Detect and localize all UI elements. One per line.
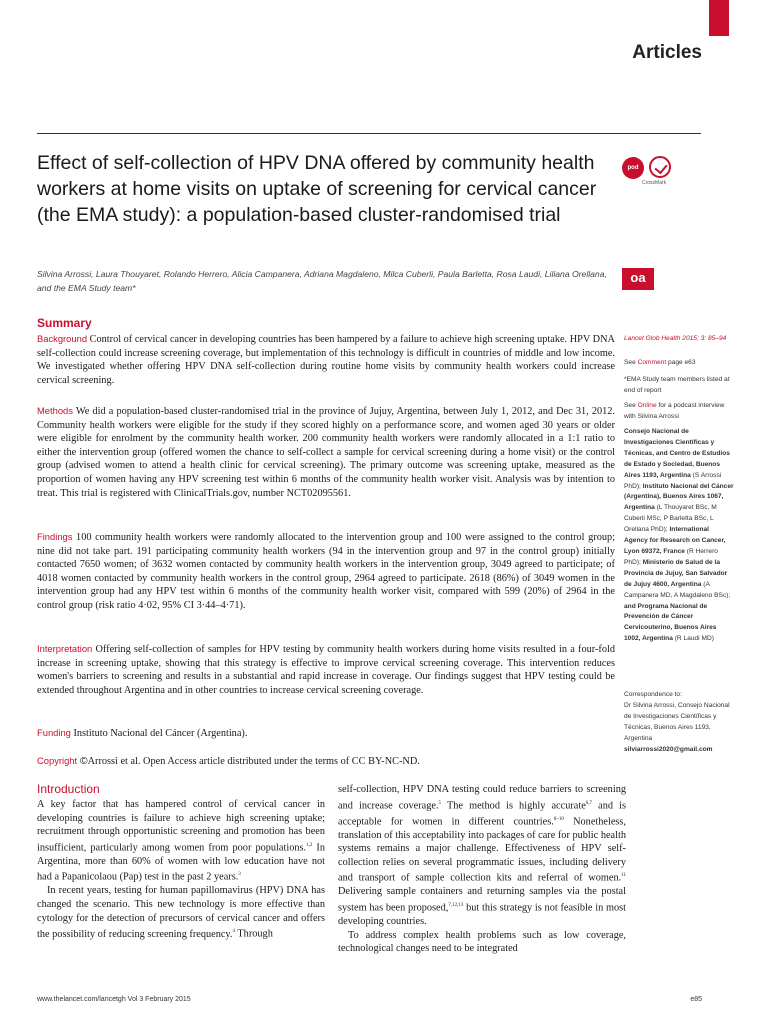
abstract-background xyxy=(37,332,615,387)
copyright-text: Arrossi et al. Open Access article distributed under the terms of CC BY-NC-ND. xyxy=(87,756,420,767)
methods-text: We did a population-based cluster-randomised trial in the province of Jujuy, Argentina, between July 1, 2012, and Dec 31, 2012. Community health workers were eligible for the study if they scored highly on a performance score, and women aged 30 years or older were eligible for enrolment by the community health worker. 200 community health workers were randomly allocated in a 1:1 ratio to either the intervention group (offered women the chance to self-collect a sample for cervical screening during a home visit) or the control group (advised women to attend a health clinic for cervical screening). The primary outcome was screening uptake, measured as the proportion of women having any HPV screening test within 6 months of the community health worker visit. Analysis was by intention to treat. This trial is registered with ClinicalTrials.gov, number NCT02095561. xyxy=(37,406,615,499)
online-link[interactable]: Online xyxy=(637,402,657,409)
correspondence-address: Dr Silvina Arrossi, Consejo Nacional de Investigaciones Científicas y Técnicas, Buenos Aires 1193, Argentina xyxy=(624,701,730,742)
intro-text: In Argentina, more than 60% of women with low education have not had a Papanicolaou (Pap) test in the past 2 years. xyxy=(37,842,325,883)
header-rule xyxy=(37,133,701,134)
findings-text: 100 community health workers were randomly allocated to the intervention group and 100 were assigned to the control group; nine did not take part. 191 participating community health workers (94 in the intervention group and 97 in the control group) initially contacted 7650 women; of 3632 women contacted by community health workers in the intervention group, 3049 agreed to participate; of 4018 women contacted by community health workers in the control group, 2964 agreed to participate. 2618 (86%) of 3049 women in the intervention group had any HPV test within 6 months of the community health worker visit, compared with 599 (20%) of 2964 in the control group (risk ratio 4·02, 95% CI 3·44–4·71). xyxy=(37,532,615,611)
funding-label: Funding xyxy=(37,727,71,738)
intro-text: and is acceptable for women in different countries. xyxy=(338,800,626,828)
sidebar-correspondence xyxy=(624,690,734,755)
podcast-icon[interactable]: pod cast xyxy=(622,157,644,179)
comment-page: page e63 xyxy=(666,359,696,366)
sidebar-citation xyxy=(624,334,734,345)
affiliation-authors: (L Thouyaret BSc, M Cuberli MSc, P Barletta BSc, L Orellana PhD); xyxy=(624,504,717,534)
abstract-copyright xyxy=(37,754,615,769)
intro-text: self-collection, HPV DNA testing could reduce barriers to screening and increase coverage. xyxy=(338,784,626,812)
reference-mark: 4 xyxy=(232,929,235,935)
footer-page-number: e85 xyxy=(690,996,702,1003)
reference-mark: 5 xyxy=(438,800,442,806)
abstract-interpretation xyxy=(37,642,615,697)
intro-column-2 xyxy=(338,783,626,956)
see-prefix-2: See xyxy=(624,402,638,409)
citation-text: Lancet Glob Health 2015; 3: 85–94 xyxy=(624,335,727,342)
affiliation-name: International Agency for Research on Cancer, Lyon 69372, France xyxy=(624,526,726,555)
copyright-label: Copyright xyxy=(37,755,78,766)
author-list: Silvina Arrossi, Laura Thouyaret, Rolando Herrero, Alicia Campanera, Adriana Magdaleno, Milca Cuberli, Paula Barletta, Rosa Laudi, Liliana Orellana, and the EMA Study team* xyxy=(37,269,607,293)
article-title: Effect of self-collection of HPV DNA offered by community health workers at home visits on uptake of screening for cervical cancer (the EMA study): a population-based cluster-randomised trial xyxy=(37,152,597,226)
intro-text: but this strategy is not feasible in most developing countries. xyxy=(338,902,626,928)
intro-text: Nonetheless, translation of this acceptability into packages of care for public health systems remains a major challenge. Effectiveness of HPV self-collection relies on several programmatic issues, including delivery and transport of sample collection kits and referral of women. xyxy=(338,816,627,884)
crossmark-label: CrossMark xyxy=(642,180,667,186)
affiliation-name: Ministerio de Salud de la Provincia de Jujuy, San Salvador de Jujuy 4600, Argentina xyxy=(624,558,728,588)
abstract-methods xyxy=(37,404,615,500)
background-label: Background xyxy=(37,333,88,344)
summary-heading: Summary xyxy=(37,316,92,330)
sidebar-affiliations xyxy=(624,427,734,645)
crossmark-icon[interactable] xyxy=(649,156,671,178)
affiliation-name: and Programa Nacional de Prevención de Cáncer Cervicouterino, Buenos Aires 1002, Argentina xyxy=(624,602,717,643)
funding-text: Instituto Nacional del Cáncer (Argentina). xyxy=(70,728,248,739)
copyright-symbol: © xyxy=(77,756,88,767)
open-access-icon: oa xyxy=(622,268,654,290)
sidebar-comment-note xyxy=(624,358,734,369)
podcast-note-text: for a podcast interview with Silvina Arrossi xyxy=(624,402,725,420)
affiliation-authors: (A Campanera MD, A Magdaleno BSc); xyxy=(624,580,731,599)
introduction-heading: Introduction xyxy=(37,782,100,796)
findings-label: Findings xyxy=(37,531,73,542)
intro-text: Delivering sample containers and returning samples via the postal system has been proposed, xyxy=(338,886,626,914)
reference-mark: 8–10 xyxy=(553,816,564,822)
intro-text: The method is highly accurate xyxy=(441,800,586,812)
background-text: Control of cervical cancer in developing countries has been hampered by a failure to achieve high screening uptake. HPV DNA self-collection could increase screening coverage, but implementation of this technology is difficult in countries of middle and low income. We investigated whether offering HPV DNA self-collection during routine home visits by community health workers could increase cervical screening. xyxy=(37,334,615,386)
affiliation-name: Consejo Nacional de Investigaciones Científicas y Técnicas, and Centro de Estudios de Estado y Sociedad, Buenos Aires 1193, Argentina xyxy=(624,428,730,479)
reference-mark: 11 xyxy=(621,873,626,879)
reference-mark: 3 xyxy=(238,872,241,878)
intro-text: Through xyxy=(235,928,273,940)
footer-journal: www.thelancet.com/lancetgh Vol 3 February 2015 xyxy=(37,996,191,1003)
abstract-findings xyxy=(37,530,615,613)
interpretation-label: Interpretation xyxy=(37,643,93,654)
comment-link[interactable]: Comment xyxy=(637,359,667,366)
see-prefix: See xyxy=(624,359,638,366)
reference-mark: 7,12,13 xyxy=(448,903,464,909)
reference-mark: 6,7 xyxy=(585,800,593,806)
intro-text: To address complex health problems such as low coverage, technological changes need to be integrated xyxy=(338,929,626,955)
interpretation-text: Offering self-collection of samples for HPV testing by community health workers during home visits resulted in a four-fold increase in screening uptake, showing that this strategy is effective to improve cervical screening coverage. This intervention reduces women's barriers to screening and results in a substantial and rapid increase in coverage. Our findings suggest that HPV testing could be extended throughout Argentina and in other countries to increase cervical screening coverage. xyxy=(37,644,615,696)
affiliation-authors: (R Laudi MD) xyxy=(672,635,714,643)
section-tab-marker xyxy=(709,0,729,36)
affiliation-authors: (S Arrossi PhD); xyxy=(624,471,722,490)
sidebar-podcast-note xyxy=(624,401,734,423)
abstract-funding xyxy=(37,726,615,741)
affiliation-name: Instituto Nacional del Cáncer (Argentina), Buenos Aires 1067, Argentina xyxy=(624,482,734,512)
reference-mark: 1,2 xyxy=(306,842,313,848)
correspondence-email[interactable]: silviarrossi2020@gmail.com xyxy=(624,745,713,753)
section-label: Articles xyxy=(632,42,702,63)
methods-label: Methods xyxy=(37,405,73,416)
sidebar-ema-note: *EMA Study team members listed at end of report xyxy=(624,376,730,394)
intro-text: A key factor that has hampered control of cervical cancer in developing countries is failure to achieve high screening uptake; recruitment through opportunistic screening and promotion has been insufficient, particularly among women from poor populations. xyxy=(37,799,325,854)
intro-column-1 xyxy=(37,798,325,941)
affiliation-authors: (R Herrero PhD); xyxy=(624,547,718,566)
intro-text: In recent years, testing for human papillomavirus (HPV) DNA has changed the scenario. This new technology is more effective than cytology for the detection of precursors of cervical cancer and offers the possibility of reducing screening frequency. xyxy=(37,885,325,940)
correspondence-label: Correspondence to: xyxy=(624,691,682,698)
